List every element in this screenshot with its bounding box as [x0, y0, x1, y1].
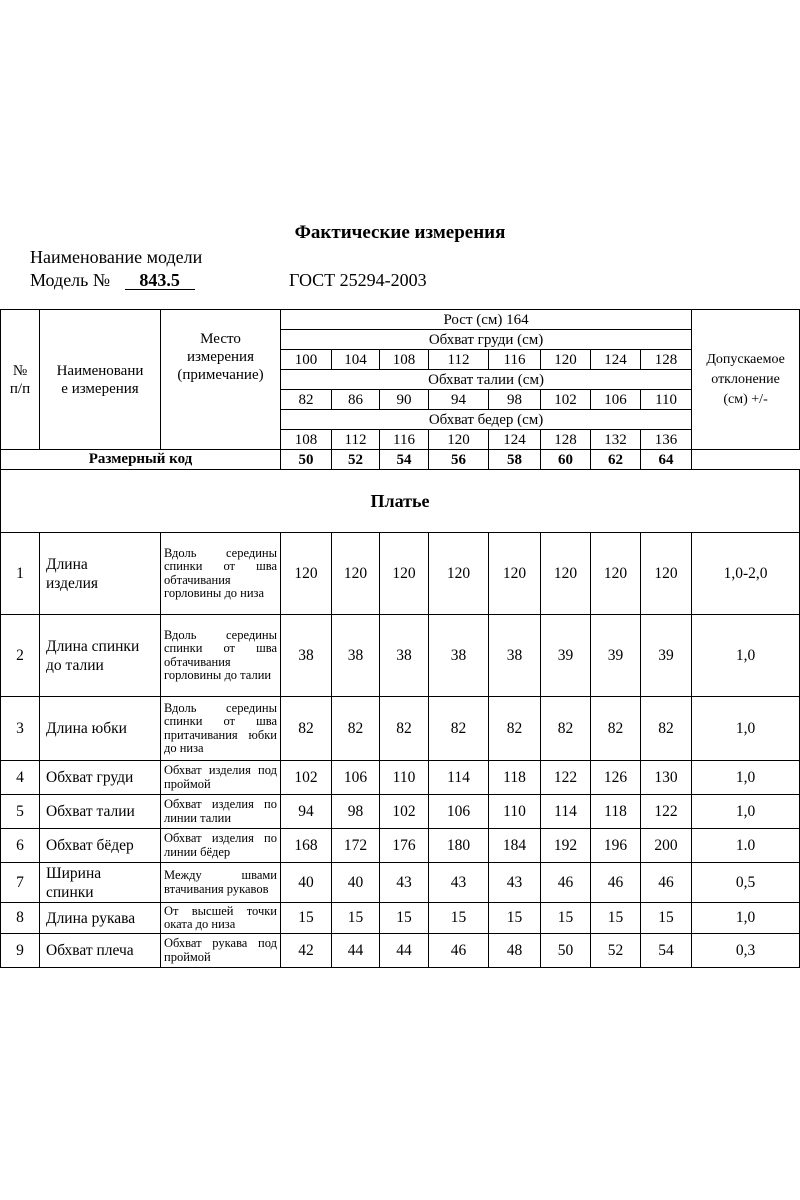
size-code-cell: 56	[429, 450, 489, 470]
chest-size-cell: 128	[641, 350, 692, 370]
measurement-value: 50	[541, 934, 591, 968]
measurement-note: От высшей точки оката до низа	[161, 903, 281, 934]
measurement-value: 120	[591, 533, 641, 615]
measurement-value: 43	[380, 863, 429, 903]
tolerance-value: 1.0	[692, 829, 800, 863]
measurement-name: Длина спинки до талии	[40, 615, 161, 697]
measurement-value: 94	[281, 795, 332, 829]
table-row	[1, 934, 800, 968]
row-number: 4	[1, 761, 40, 795]
hips-size-cell: 116	[380, 430, 429, 450]
measurement-value: 39	[591, 615, 641, 697]
measurement-value: 40	[332, 863, 380, 903]
waist-size-cell: 90	[380, 390, 429, 410]
measurement-value: 192	[541, 829, 591, 863]
section-title: Платье	[1, 470, 800, 533]
measurement-value: 44	[332, 934, 380, 968]
size-code-cell: 52	[332, 450, 380, 470]
hips-size-cell: 112	[332, 430, 380, 450]
hips-size-cell: 124	[489, 430, 541, 450]
header-waist-label: Обхват талии (см)	[281, 370, 692, 390]
table-row	[1, 697, 800, 761]
measurement-value: 54	[641, 934, 692, 968]
measurement-value: 102	[380, 795, 429, 829]
measurement-value: 15	[591, 903, 641, 934]
size-code-cell: 50	[281, 450, 332, 470]
measurement-value: 38	[429, 615, 489, 697]
measurement-value: 110	[489, 795, 541, 829]
measurement-note: Вдоль середины спинки от шва обтачивания горловины до низа	[161, 533, 281, 615]
chest-size-cell: 124	[591, 350, 641, 370]
measurement-value: 120	[541, 533, 591, 615]
measurement-name: Обхват груди	[40, 761, 161, 795]
measurement-value: 38	[380, 615, 429, 697]
row-number: 3	[1, 697, 40, 761]
measurement-value: 38	[489, 615, 541, 697]
table-row	[1, 615, 800, 697]
chest-size-cell: 100	[281, 350, 332, 370]
measurement-value: 184	[489, 829, 541, 863]
measurement-value: 43	[429, 863, 489, 903]
measurement-value: 120	[281, 533, 332, 615]
measurement-value: 122	[541, 761, 591, 795]
measurement-value: 106	[332, 761, 380, 795]
measurement-value: 114	[429, 761, 489, 795]
row-number: 7	[1, 863, 40, 903]
table-row	[1, 533, 800, 615]
measurement-value: 98	[332, 795, 380, 829]
measurement-value: 82	[541, 697, 591, 761]
header-measure-name: Наименовани е измерения	[40, 310, 161, 450]
measurement-value: 39	[641, 615, 692, 697]
chest-size-cell: 104	[332, 350, 380, 370]
model-name-label: Наименование модели	[30, 247, 203, 267]
tolerance-value: 1,0	[692, 615, 800, 697]
measurement-value: 82	[429, 697, 489, 761]
page-title: Фактические измерения	[294, 222, 506, 243]
measurement-value: 82	[591, 697, 641, 761]
size-code-cell: 60	[541, 450, 591, 470]
waist-size-cell: 102	[541, 390, 591, 410]
measurement-value: 82	[380, 697, 429, 761]
tolerance-value: 1,0	[692, 795, 800, 829]
hips-size-cell: 120	[429, 430, 489, 450]
measurement-value: 40	[281, 863, 332, 903]
model-label: Модель №	[30, 270, 111, 290]
measurement-value: 39	[541, 615, 591, 697]
waist-size-cell: 86	[332, 390, 380, 410]
hips-size-cell: 136	[641, 430, 692, 450]
measurement-value: 15	[380, 903, 429, 934]
measurement-note: Вдоль середины спинки от шва притачивания юбки до низа	[161, 697, 281, 761]
measurement-value: 15	[641, 903, 692, 934]
size-code-cell: 58	[489, 450, 541, 470]
measurement-value: 82	[489, 697, 541, 761]
measurement-name: Обхват талии	[40, 795, 161, 829]
table-row	[1, 829, 800, 863]
measurement-name: Обхват бёдер	[40, 829, 161, 863]
measurement-note: Между швами втачивания рукавов	[161, 863, 281, 903]
row-number: 8	[1, 903, 40, 934]
measurement-value: 120	[429, 533, 489, 615]
header-measure-place: Место измерения (примечание)	[161, 310, 281, 450]
table-row	[1, 795, 800, 829]
measurement-value: 130	[641, 761, 692, 795]
measurement-value: 120	[641, 533, 692, 615]
tolerance-value: 0,3	[692, 934, 800, 968]
row-number: 5	[1, 795, 40, 829]
measurement-value: 82	[332, 697, 380, 761]
tolerance-value: 1,0	[692, 697, 800, 761]
measurement-value: 15	[332, 903, 380, 934]
measurement-value: 120	[489, 533, 541, 615]
tolerance-value: 1,0-2,0	[692, 533, 800, 615]
chest-size-cell: 112	[429, 350, 489, 370]
measurement-value: 176	[380, 829, 429, 863]
chest-size-cell: 108	[380, 350, 429, 370]
measurement-name: Длина юбки	[40, 697, 161, 761]
measurement-value: 15	[281, 903, 332, 934]
waist-size-cell: 106	[591, 390, 641, 410]
measurement-value: 172	[332, 829, 380, 863]
measurement-value: 200	[641, 829, 692, 863]
measurement-value: 180	[429, 829, 489, 863]
measurement-note: Вдоль середины спинки от шва обтачивания горловины до талии	[161, 615, 281, 697]
row-number: 2	[1, 615, 40, 697]
measurement-note: Обхват рукава под проймой	[161, 934, 281, 968]
table-row	[1, 761, 800, 795]
measurement-value: 46	[591, 863, 641, 903]
measurement-value: 168	[281, 829, 332, 863]
hips-size-cell: 128	[541, 430, 591, 450]
measurement-value: 42	[281, 934, 332, 968]
measurement-value: 106	[429, 795, 489, 829]
measurement-value: 120	[380, 533, 429, 615]
measurement-name: Длина изделия	[40, 533, 161, 615]
model-number: 843.5	[125, 271, 195, 290]
hips-size-cell: 108	[281, 430, 332, 450]
gost-standard: ГОСТ 25294-2003	[289, 270, 427, 290]
tolerance-value: 1,0	[692, 903, 800, 934]
measurement-value: 15	[489, 903, 541, 934]
header-num: № п/п	[1, 310, 40, 450]
measurement-value: 118	[489, 761, 541, 795]
measurement-value: 48	[489, 934, 541, 968]
measurement-value: 43	[489, 863, 541, 903]
measurement-value: 102	[281, 761, 332, 795]
measurement-value: 82	[281, 697, 332, 761]
measurement-value: 126	[591, 761, 641, 795]
measurement-value: 110	[380, 761, 429, 795]
measurement-name: Длина рукава	[40, 903, 161, 934]
measurement-value: 44	[380, 934, 429, 968]
measurement-value: 196	[591, 829, 641, 863]
measurement-value: 15	[429, 903, 489, 934]
model-row	[30, 270, 195, 291]
size-code-cell: 64	[641, 450, 692, 470]
row-number: 1	[1, 533, 40, 615]
measurement-value: 46	[641, 863, 692, 903]
table-row	[1, 903, 800, 934]
chest-size-cell: 120	[541, 350, 591, 370]
hips-size-cell: 132	[591, 430, 641, 450]
size-code-cell: 54	[380, 450, 429, 470]
measurement-value: 15	[541, 903, 591, 934]
measurement-value: 52	[591, 934, 641, 968]
measurement-value: 82	[641, 697, 692, 761]
tolerance-value: 0,5	[692, 863, 800, 903]
measurement-value: 38	[281, 615, 332, 697]
measurement-value: 122	[641, 795, 692, 829]
header-height: Рост (см) 164	[281, 310, 692, 330]
table-row	[1, 863, 800, 903]
measurement-note: Обхват изделия под проймой	[161, 761, 281, 795]
size-code-label: Размерный код	[1, 450, 281, 470]
measurement-name: Ширина спинки	[40, 863, 161, 903]
waist-size-cell: 110	[641, 390, 692, 410]
waist-size-cell: 94	[429, 390, 489, 410]
measurement-value: 114	[541, 795, 591, 829]
tolerance-value: 1,0	[692, 761, 800, 795]
waist-size-cell: 98	[489, 390, 541, 410]
row-number: 9	[1, 934, 40, 968]
measurement-value: 38	[332, 615, 380, 697]
size-code-cell: 62	[591, 450, 641, 470]
measurement-value: 46	[541, 863, 591, 903]
header-tolerance: Допускаемое отклонение (см) +/-	[692, 310, 800, 450]
measurement-note: Обхват изделия по линии бёдер	[161, 829, 281, 863]
measurement-value: 120	[332, 533, 380, 615]
measurements-table	[0, 309, 800, 968]
measurement-note: Обхват изделия по линии талии	[161, 795, 281, 829]
header-chest-label: Обхват груди (см)	[281, 330, 692, 350]
measurement-value: 46	[429, 934, 489, 968]
row-number: 6	[1, 829, 40, 863]
header-hips-label: Обхват бедер (см)	[281, 410, 692, 430]
waist-size-cell: 82	[281, 390, 332, 410]
measurement-name: Обхват плеча	[40, 934, 161, 968]
measurement-value: 118	[591, 795, 641, 829]
chest-size-cell: 116	[489, 350, 541, 370]
